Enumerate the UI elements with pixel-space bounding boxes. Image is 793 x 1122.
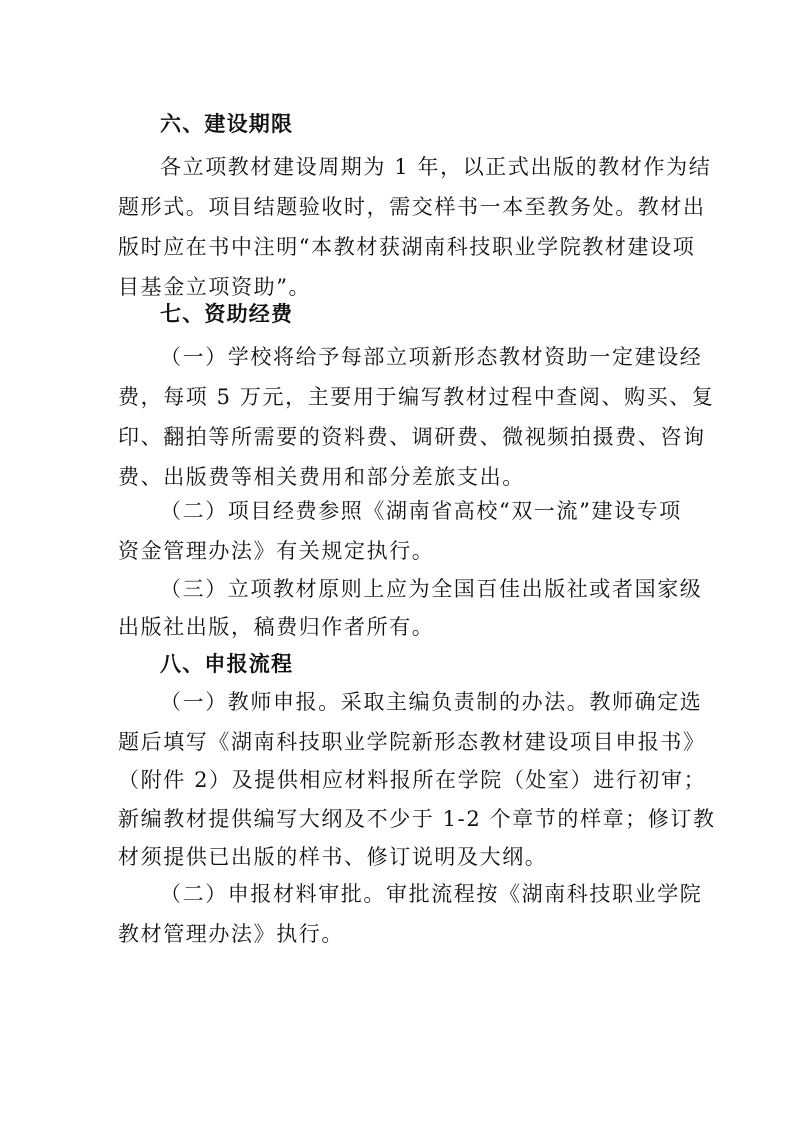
paragraph-line: 出版社出版，稿费归作者所有。 [118,615,435,639]
paragraph-line: （三）立项教材原则上应为全国百佳出版社或者国家级 [160,577,703,601]
paragraph-line: 资金管理办法》有关规定执行。 [118,539,435,563]
paragraph-line: 费，每项 5 万元，主要用于编写教材过程中查阅、购买、复 [118,385,715,409]
paragraph-line: （一）教师申报。采取主编负责制的办法。教师确定选 [160,690,703,714]
paragraph-line: （二）项目经费参照《湖南省高校“双一流”建设专项 [160,499,682,523]
section-heading-deadline: 六、建设期限 [160,112,294,136]
paragraph-line: （一）学校将给予每部立项新形态教材资助一定建设经 [160,345,703,369]
paragraph-line: 题后填写《湖南科技职业学院新形态教材建设项目申报书》 [118,730,706,754]
paragraph-line: （二）申报材料审批。审批流程按《湖南科技职业学院 [160,882,703,906]
paragraph-line: 版时应在书中注明“本教材获湖南科技职业学院教材建设项 [118,235,696,259]
paragraph-line: 教材管理办法》执行。 [118,922,344,946]
paragraph-line: 目基金立项资助”。 [118,275,312,299]
paragraph-line: 材须提供已出版的样书、修订说明及大纲。 [118,845,548,869]
section-heading-funding: 七、资助经费 [160,302,294,326]
paragraph-line: 费、出版费等相关费用和部分差旅支出。 [118,465,525,489]
paragraph-line: 题形式。项目结题验收时，需交样书一本至教务处。教材出 [118,195,706,219]
paragraph-line: 新编教材提供编写大纲及不少于 1-2 个章节的样章；修订教 [118,807,716,831]
paragraph-line: 印、翻拍等所需要的资料费、调研费、微视频拍摄费、咨询 [118,425,706,449]
paragraph-line: 各立项教材建设周期为 1 年，以正式出版的教材作为结 [160,155,712,179]
section-heading-application-process: 八、申报流程 [160,652,294,676]
paragraph-line: （附件 2）及提供相应材料报所在学院（处室）进行初审； [118,768,707,792]
